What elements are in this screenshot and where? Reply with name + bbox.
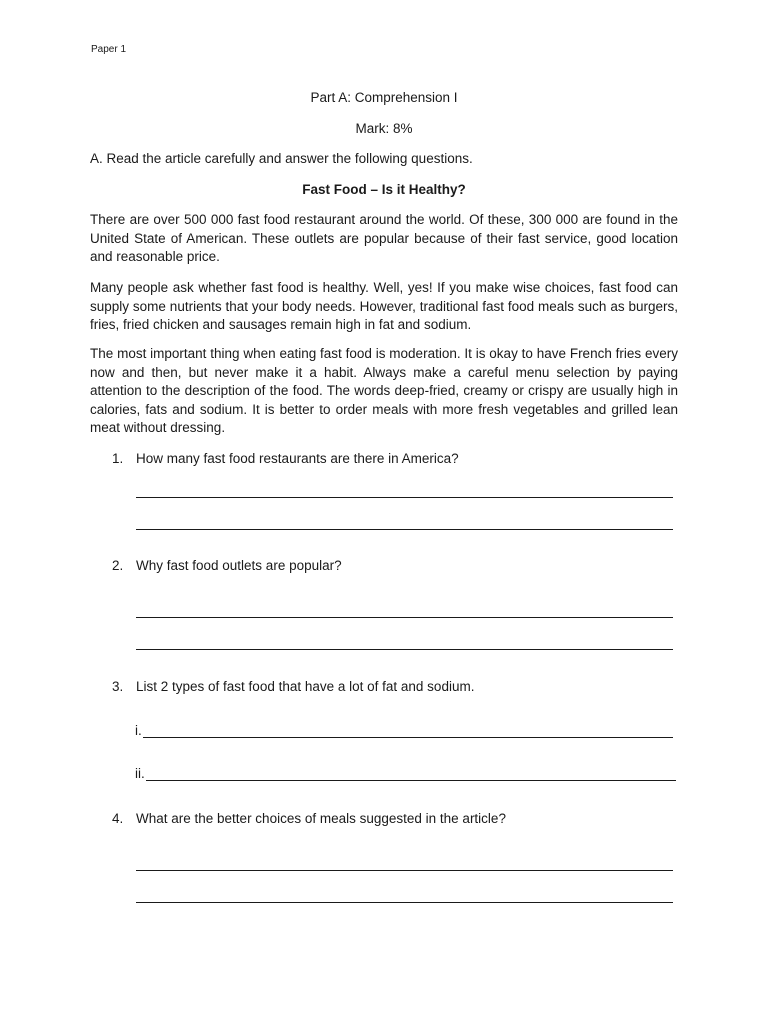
question-number: 2. <box>112 558 124 573</box>
paper-label: Paper 1 <box>91 44 127 55</box>
answer-line[interactable] <box>136 649 673 650</box>
question-1 <box>112 451 459 466</box>
answer-line-ii[interactable] <box>146 780 676 781</box>
article-paragraph: There are over 500 000 fast food restaurant around the world. Of these, 300 000 are found in the United State of American. These outlets are popular because of their fast service, good location and reasonable price. <box>90 212 678 265</box>
question-text: Why fast food outlets are popular? <box>136 558 342 573</box>
answer-line[interactable] <box>136 497 673 498</box>
question-2 <box>112 558 342 573</box>
answer-label-i: i. <box>135 723 142 738</box>
question-4 <box>112 811 506 826</box>
part-title: Part A: Comprehension I <box>310 90 458 105</box>
mark-label: Mark: 8% <box>355 121 413 136</box>
answer-line[interactable] <box>136 870 673 871</box>
answer-label-ii: ii. <box>135 766 145 781</box>
question-number: 3. <box>112 679 124 694</box>
question-text: List 2 types of fast food that have a lot of fat and sodium. <box>136 679 475 694</box>
article-title: Fast Food – Is it Healthy? <box>302 182 466 197</box>
instruction-text: A. Read the article carefully and answer the following questions. <box>90 151 473 166</box>
question-number: 1. <box>112 451 124 466</box>
article-paragraph: The most important thing when eating fast food is moderation. It is okay to have French fries every now and then, but never make it a habit. Always make a careful menu selection by paying attention to the description of the food. The words deep-fried, creamy or crispy are usually high in calories, fats and sodium. It is better to order meals with more fresh vegetables and grilled lean meat without dressing. <box>90 346 678 436</box>
question-number: 4. <box>112 811 124 826</box>
answer-line-i[interactable] <box>143 737 673 738</box>
answer-line[interactable] <box>136 529 673 530</box>
article-paragraph: Many people ask whether fast food is healthy. Well, yes! If you make wise choices, fast food can supply some nutrients that your body needs. However, traditional fast food meals such as burgers, fries, fried chicken and sausages remain high in fat and sodium. <box>90 280 678 333</box>
answer-line[interactable] <box>136 902 673 903</box>
answer-line[interactable] <box>136 617 673 618</box>
question-3 <box>112 679 474 694</box>
question-text: How many fast food restaurants are there in America? <box>136 451 459 466</box>
question-text: What are the better choices of meals suggested in the article? <box>136 811 506 826</box>
